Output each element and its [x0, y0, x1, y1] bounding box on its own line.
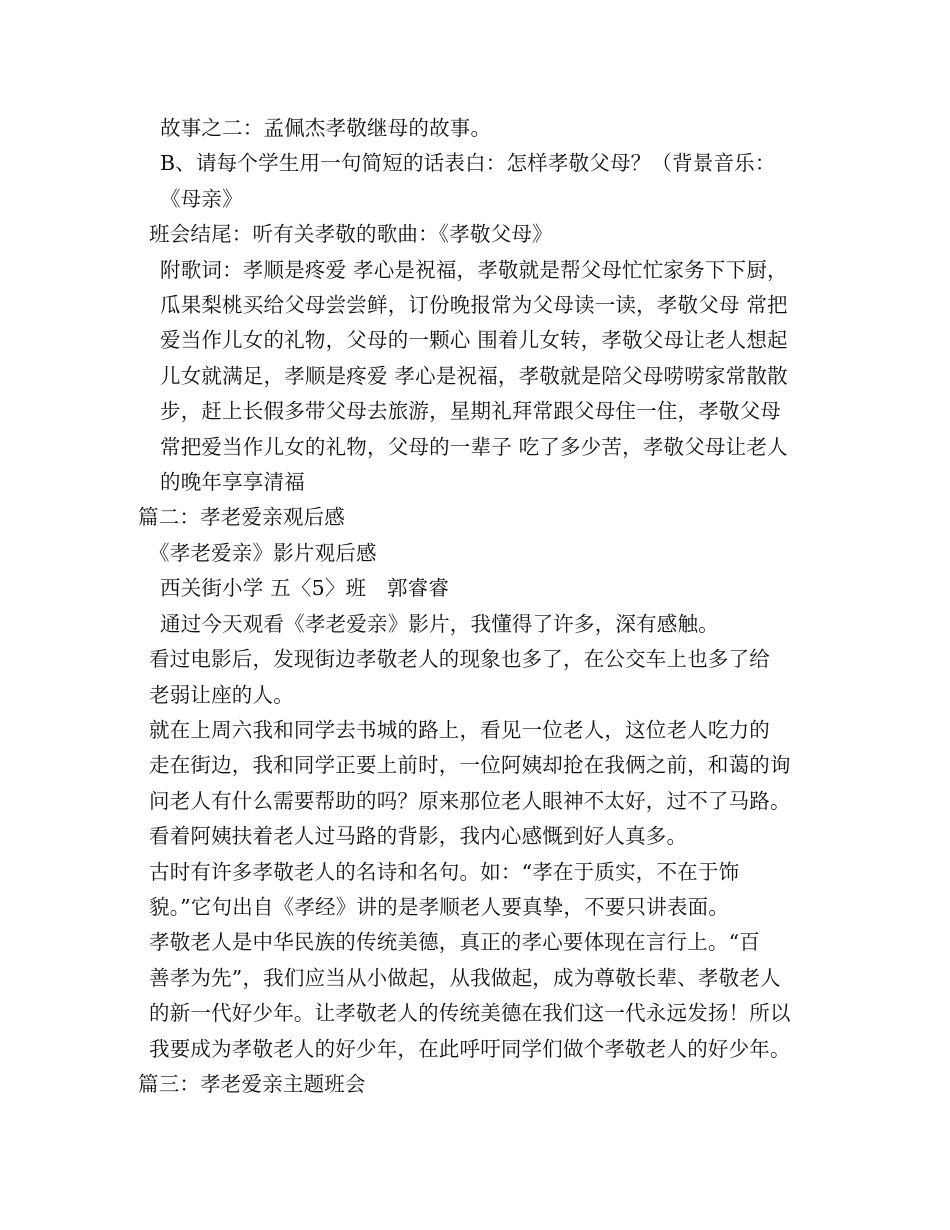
text-line: 问老人有什么需要帮助的吗？原来那位老人眼神不太好，过不了马路。: [149, 788, 791, 813]
text-line: 常把爱当作儿女的礼物，父母的一辈子 吃了多少苦，孝敬父母让老人: [160, 434, 788, 459]
text-line: 看着阿姨扶着老人过马路的背影，我内心感慨到好人真多。: [149, 824, 688, 849]
text-line: 就在上周六我和同学去书城的路上，看见一位老人，这位老人吃力的: [149, 717, 770, 742]
paragraph: [138, 500, 818, 535]
text-line: 老弱让座的人。: [149, 682, 294, 707]
text-line: 班会结尾：听有关孝敬的歌曲：《孝敬父母》: [149, 222, 553, 247]
text-line: 儿女就满足，孝顺是疼爱 孝心是祝福，孝敬就是陪父母唠唠家常散散: [160, 363, 788, 388]
paragraph: [138, 571, 818, 606]
paragraph: [138, 111, 818, 146]
paragraph: [138, 925, 818, 1067]
text-line: 步，赶上长假多带父母去旅游，星期礼拜常跟父母住一住，孝敬父母: [160, 399, 781, 424]
text-line: 西关街小学 五〈5〉班 郭睿睿: [160, 576, 450, 601]
text-line: 《母亲》: [160, 186, 243, 211]
document-body: [138, 111, 818, 1102]
text-line: 的晚年享享清福: [160, 470, 305, 495]
text-line: 古时有许多孝敬老人的名诗和名句。如：“孝在于质实，不在于饰: [149, 859, 740, 884]
text-line: 善孝为先”，我们应当从小做起，从我做起，成为尊敬长辈、孝敬老人: [149, 965, 781, 990]
text-line: 篇三：孝老爱亲主题班会: [138, 1071, 366, 1096]
text-line: 通过今天观看《孝老爱亲》影片，我懂得了许多，深有感触。: [160, 611, 719, 636]
text-line: 貌。”它句出自《孝经》讲的是孝顺老人要真挚，不要只讲表面。: [149, 894, 730, 919]
text-line: 看过电影后，发现街边孝敬老人的现象也多了，在公交车上也多了给: [149, 647, 770, 672]
paragraph: [138, 253, 818, 501]
paragraph: [138, 1067, 818, 1102]
text-line: 故事之二：孟佩杰孝敬继母的故事。: [160, 116, 492, 140]
text-line: 孝敬老人是中华民族的传统美德，真正的孝心要体现在言行上。“百: [149, 930, 760, 955]
text-line: 的新一代好少年。让孝敬老人的传统美德在我们这一代永远发扬！所以: [149, 1001, 791, 1026]
paragraph: [138, 146, 818, 217]
paragraph: [138, 607, 818, 642]
text-line: 瓜果梨桃买给父母尝尝鲜，订份晚报常为父母读一读，孝敬父母 常把: [160, 293, 788, 318]
text-line: 我要成为孝敬老人的好少年，在此呼吁同学们做个孝敬老人的好少年。: [149, 1036, 791, 1061]
paragraph: [138, 642, 818, 713]
text-line: 走在街边，我和同学正要上前时，一位阿姨却抢在我俩之前，和蔼的询: [149, 753, 791, 778]
paragraph: [138, 217, 818, 252]
text-line: 附歌词：孝顺是疼爱 孝心是祝福，孝敬就是帮父母忙忙家务下下厨，: [160, 257, 788, 282]
paragraph: [138, 536, 818, 571]
text-line: 《孝老爱亲》影片观后感: [149, 540, 377, 565]
paragraph: [138, 713, 818, 855]
text-line: B、请每个学生用一句简短的话表白：怎样孝敬父母？（背景音乐：: [160, 151, 776, 176]
text-line: 爱当作儿女的礼物，父母的一颗心 围着儿女转，孝敬父母让老人想起: [160, 328, 788, 353]
paragraph: [138, 855, 818, 926]
text-line: 篇二：孝老爱亲观后感: [138, 505, 345, 530]
